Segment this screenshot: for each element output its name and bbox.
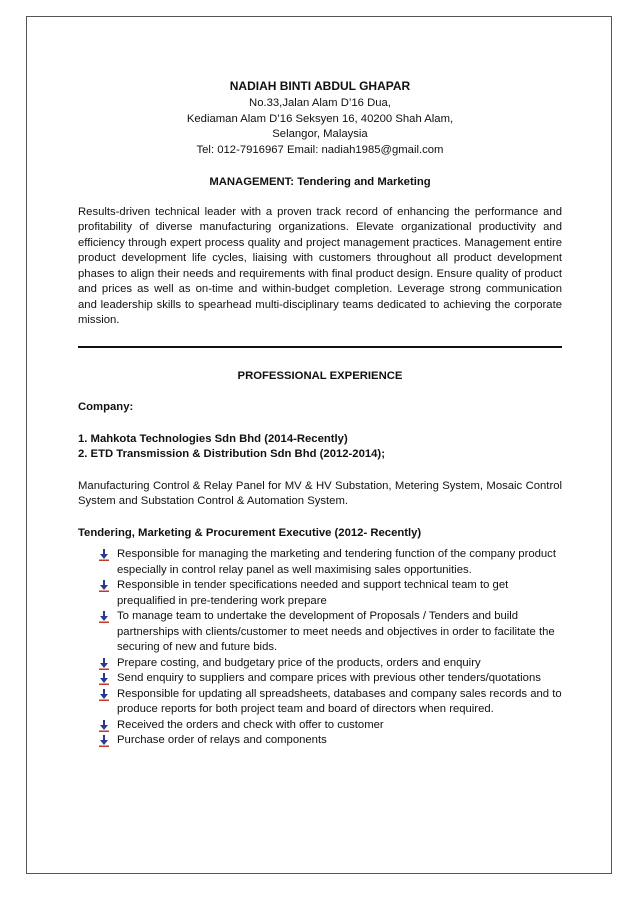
responsibility-item xyxy=(98,733,562,749)
responsibility-text: Send enquiry to suppliers and compare prices with previous other tenders/quotations xyxy=(117,672,541,684)
arrow-down-icon xyxy=(98,673,110,685)
arrow-down-icon xyxy=(98,689,110,701)
candidate-name: NADIAH BINTI ABDUL GHAPAR xyxy=(229,79,411,93)
responsibility-item xyxy=(98,656,562,672)
arrow-down-icon xyxy=(98,735,110,747)
experience-heading: PROFESSIONAL EXPERIENCE xyxy=(237,369,403,382)
role-heading: MANAGEMENT: Tendering and Marketing xyxy=(209,176,431,188)
responsibility-text: Responsible for updating all spreadsheets, databases and company sales records and to produce reports for both project team and board of directors when required. xyxy=(117,687,562,715)
address-line-1: No.33,Jalan Alam D’16 Dua, xyxy=(249,97,391,109)
arrow-down-icon xyxy=(98,658,110,670)
address-line-3: Selangor, Malaysia xyxy=(272,128,368,140)
responsibility-item xyxy=(98,718,562,734)
address-line-2: Kediaman Alam D’16 Seksyen 16, 40200 Shah Alam, xyxy=(186,112,454,125)
contact-line: Tel: 012-7916967 Email: nadiah1985@gmail.com xyxy=(196,143,444,156)
resume-header xyxy=(78,78,562,158)
responsibility-text: Responsible in tender specifications needed and support technical team to get prequalified in pre-tendering work prepare xyxy=(117,579,509,607)
company-label: Company: xyxy=(78,401,134,413)
responsibility-item xyxy=(98,609,562,656)
arrow-down-icon xyxy=(98,549,110,561)
arrow-down-icon xyxy=(98,611,110,623)
section-divider xyxy=(78,346,562,348)
responsibility-item xyxy=(98,687,562,718)
job-title: Tendering, Marketing & Procurement Executive (2012- Recently) xyxy=(78,526,422,539)
responsibility-text: Purchase order of relays and components xyxy=(117,734,327,746)
responsibility-text: Received the orders and check with offer to customer xyxy=(117,718,384,731)
responsibility-item xyxy=(98,578,562,609)
arrow-down-icon xyxy=(98,580,110,592)
company-item: 1. Mahkota Technologies Sdn Bhd (2014-Recently) xyxy=(78,432,348,445)
responsibility-text: Prepare costing, and budgetary price of the products, orders and enquiry xyxy=(117,656,481,669)
resume-content xyxy=(78,78,562,749)
arrow-down-icon xyxy=(98,720,110,732)
scope-paragraph: Manufacturing Control & Relay Panel for MV & HV Substation, Metering System, Mosaic Control System and Substation Control & Automation System. xyxy=(78,479,562,507)
responsibility-text: Responsible for managing the marketing and tendering function of the company product especially in control relay panel as well maximising sales opportunities. xyxy=(117,548,556,576)
responsibility-item xyxy=(98,547,562,578)
responsibility-list xyxy=(78,547,562,749)
responsibility-item xyxy=(98,671,562,687)
company-item: 2. ETD Transmission & Distribution Sdn Bhd (2012-2014); xyxy=(78,448,385,460)
summary-paragraph: Results-driven technical leader with a proven track record of enhancing the performance and profitability of diverse manufacturing organizations. Elevate organizational productivity and efficiency through expert process quality and project management practices. Management entire product development life cycles, liaising with customers throughout all product development phases to align their needs and requirements with final product design. Ensure quality of product and prices as well as on-time and within-budget completion. Leverage strong communication and leadership skills to spearhead multi-disciplinary teams dedicated to achieving the corporate mission. xyxy=(78,205,562,326)
company-list xyxy=(78,432,562,463)
responsibility-text: To manage team to undertake the development of Proposals / Tenders and build partnerships with clients/customer to meet needs and objectives in order to facilitate the securing of new and future bids. xyxy=(117,610,555,653)
